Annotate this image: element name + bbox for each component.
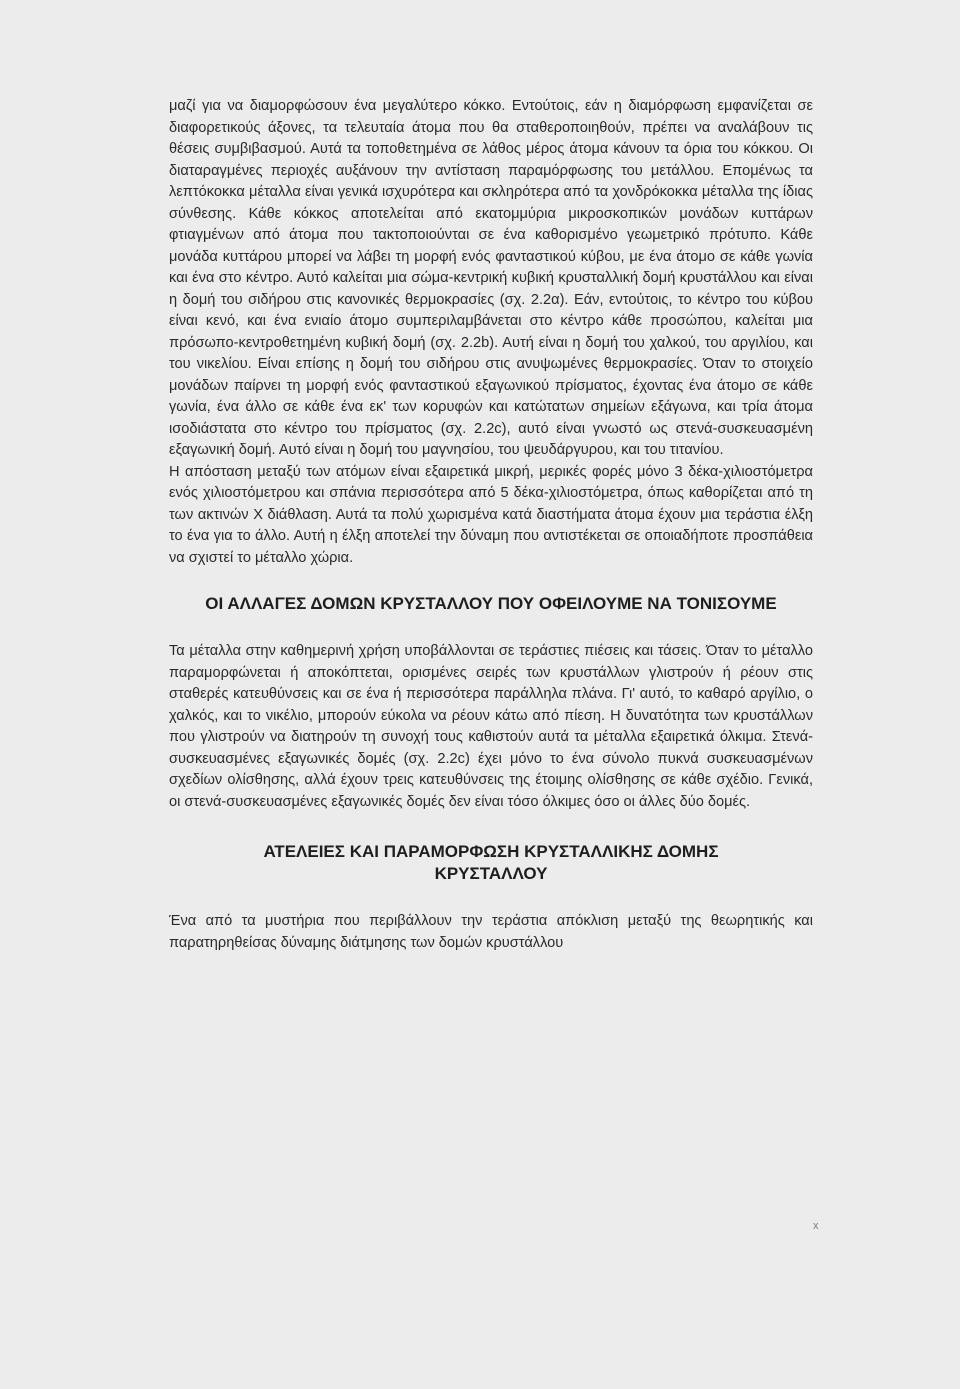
body-paragraph: Ένα από τα μυστήρια που περιβάλλουν την τεράστια απόκλιση μεταξύ της θεωρητικής και παρατηρηθείσας δύναμης διάτμησης των δομών κρυστάλλου — [169, 913, 813, 951]
body-paragraph: Η απόσταση μεταξύ των ατόμων είναι εξαιρετικά μικρή, μερικές φορές μόνο 3 δέκα-χιλιοστόμετρα ενός χιλιοστόμετρου και σπάνια περισσότερα από 5 δέκα-χιλιοστόμετρα, όπως καθορίζεται από τη των ακτινών Χ διάθλαση. Αυτά τα πολύ χωρισμένα κατά διαστήματα άτομα έχουν μια τεράστια έλξη το ένα για το άλλο. Αυτή η έλξη αποτελεί την δύναμη που αντιστέκεται σε οποιαδήποτε προσπάθεια να σχιστεί το μέταλλο χώρια. — [169, 463, 813, 566]
section-heading: ΟΙ ΑΛΛΑΓΕΣ ΔΟΜΩΝ ΚΡΥΣΤΑΛΛΟΥ ΠΟΥ ΟΦΕΙΛΟΥΜΕ ΝΑ ΤΟΝΙΣΟΥΜΕ — [205, 594, 777, 613]
body-paragraph: Τα μέταλλα στην καθημερινή χρήση υποβάλλονται σε τεράστιες πιέσεις και τάσεις. Όταν το μέταλλο παραμορφώνεται ή αποκόπτεται, ορισμένες σειρές των κρυστάλλων γλιστρούν ή ρέουν στις σταθερές κατευθύνσεις και σε ένα ή περισσότερα παράλληλα πλάνα. Γι' αυτό, το καθαρό αργίλιο, ο χαλκός, και το νικέλιο, μπορούν εύκολα να ρέουν κάτω από πίεση. Η δυνατότητα των κρυστάλλων που γλιστρούν να διατηρούν τη συνοχή τους καθιστούν αυτά τα μέταλλα εξαιρετικά όλκιμα. Στενά-συσκευασμένες εξαγωνικές δομές (σχ. 2.2c) έχει μόνο το ένα σύνολο πυκνά συσκευασμένων σχεδίων ολίσθησης, αλλά έχουν τρεις κατευθύνσεις της έτοιμης ολίσθησης σε κάθε σχέδιο. Γενικά, οι στενά-συσκευασμένες εξαγωνικές δομές δεν είναι τόσο όλκιμες όσο οι άλλες δύο δομές. — [169, 643, 813, 810]
section-heading: ΑΤΕΛΕΙΕΣ ΚΑΙ ΠΑΡΑΜΟΡΦΩΣΗ ΚΡΥΣΤΑΛΛΙΚΗΣ ΔΟΜΗΣ ΚΡΥΣΤΑΛΛΟΥ — [263, 842, 719, 883]
page-mark: x — [813, 1220, 819, 1232]
document-body — [169, 96, 813, 954]
body-paragraph: μαζί για να διαμορφώσουν ένα μεγαλύτερο κόκκο. Εντούτοις, εάν η διαμόρφωση εμφανίζεται σε διαφορετικούς άξονες, τα τελευταία άτομα που θα σταθεροποιηθούν, πρέπει να αναλάβουν τις θέσεις συμβιβασμού. Αυτά τα τοποθετημένα σε λάθος μέρος άτομα κάνουν τα όρια του κόκκου. Οι διαταραγμένες περιοχές αυξάνουν την αντίσταση παραμόρφωσης του μετάλλου. Επομένως τα λεπτόκοκκα μέταλλα είναι γενικά ισχυρότερα και σκληρότερα από τα χονδρόκοκκα μέταλλα της ίδιας σύνθεσης. Κάθε κόκκος αποτελείται από εκατομμύρια μικροσκοπικών μονάδων κυττάρων φτιαγμένων από άτομα που τακτοποιούνται σε ένα καθορισμένο γεωμετρικό πρότυπο. Κάθε μονάδα κυττάρου μπορεί να λάβει τη μορφή ενός φανταστικού κύβου, με ένα άτομο σε κάθε γωνία και ένα στο κέντρο. Αυτό καλείται μια σώμα-κεντρική κυβική κρυσταλλική δομή κρυστάλλου και είναι η δομή του σιδήρου στις κανονικές θερμοκρασίες (σχ. 2.2α). Εάν, εντούτοις, το κέντρο του κύβου είναι κενό, και ένα ενιαίο άτομο συμπεριλαμβάνεται στο κέντρο κάθε προσώπου, καλείται μια πρόσωπο-κεντροθετημένη κυβική δομή (σχ. 2.2b). Αυτή είναι η δομή του χαλκού, του αργιλίου, και του νικελίου. Είναι επίσης η δομή του σιδήρου στις ανυψωμένες θερμοκρασίες. Όταν το στοιχείο μονάδων παίρνει τη μορφή ενός φανταστικού εξαγωνικού πρίσματος, έχοντας ένα άτομο σε κάθε γωνία, ένα άλλο σε κάθε ένα εκ' των κορυφών και κατώτατων σημείων εξάγωνα, και τρία άτομα ισοδιάστατα στο κέντρο του πρίσματος (σχ. 2.2c), αυτό είναι γνωστό ως στενά-συσκευασμένη εξαγωνική δομή. Αυτό είναι η δομή του μαγνησίου, του ψευδάργυρου, και του τιτανίου. — [169, 98, 813, 458]
